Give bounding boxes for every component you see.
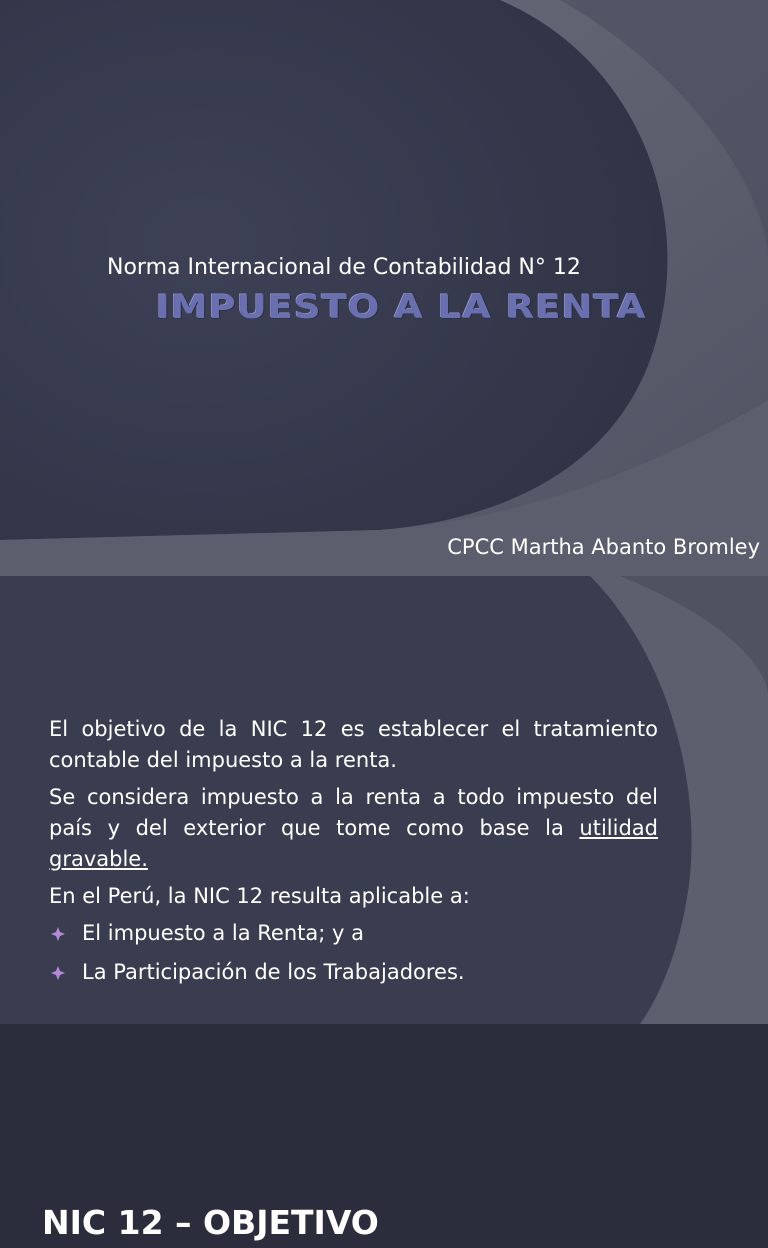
list-item (49, 957, 658, 988)
applicability-list (49, 918, 658, 988)
list-item (49, 918, 658, 949)
definition-paragraph (49, 782, 658, 875)
author-name: CPCC Martha Abanto Bromley (447, 535, 760, 559)
diamond-bullet-icon (51, 966, 65, 980)
utilidad-gravable-link: utilidad gravable. (49, 816, 658, 871)
title-slide (0, 0, 768, 576)
list-item-text: El impuesto a la Renta; y a (82, 921, 364, 945)
diamond-bullet-icon (51, 927, 65, 941)
slide-title: IMPUESTO A LA RENTA (156, 288, 647, 326)
list-item-text: La Participación de los Trabajadores. (82, 960, 465, 984)
applicability-paragraph: En el Perú, la NIC 12 resulta aplicable a: (49, 884, 470, 908)
slide-heading: NIC 12 – OBJETIVO (42, 1203, 379, 1242)
definition-text: Se considera impuesto a la renta a todo impuesto del país y del exterior que tome como base la (49, 785, 658, 840)
slide-body (49, 714, 658, 996)
objective-paragraph: El objetivo de la NIC 12 es establecer el tratamiento contable del impuesto a la renta. (49, 717, 658, 772)
slide-subtitle: Norma Internacional de Contabilidad N° 12 (107, 255, 581, 280)
